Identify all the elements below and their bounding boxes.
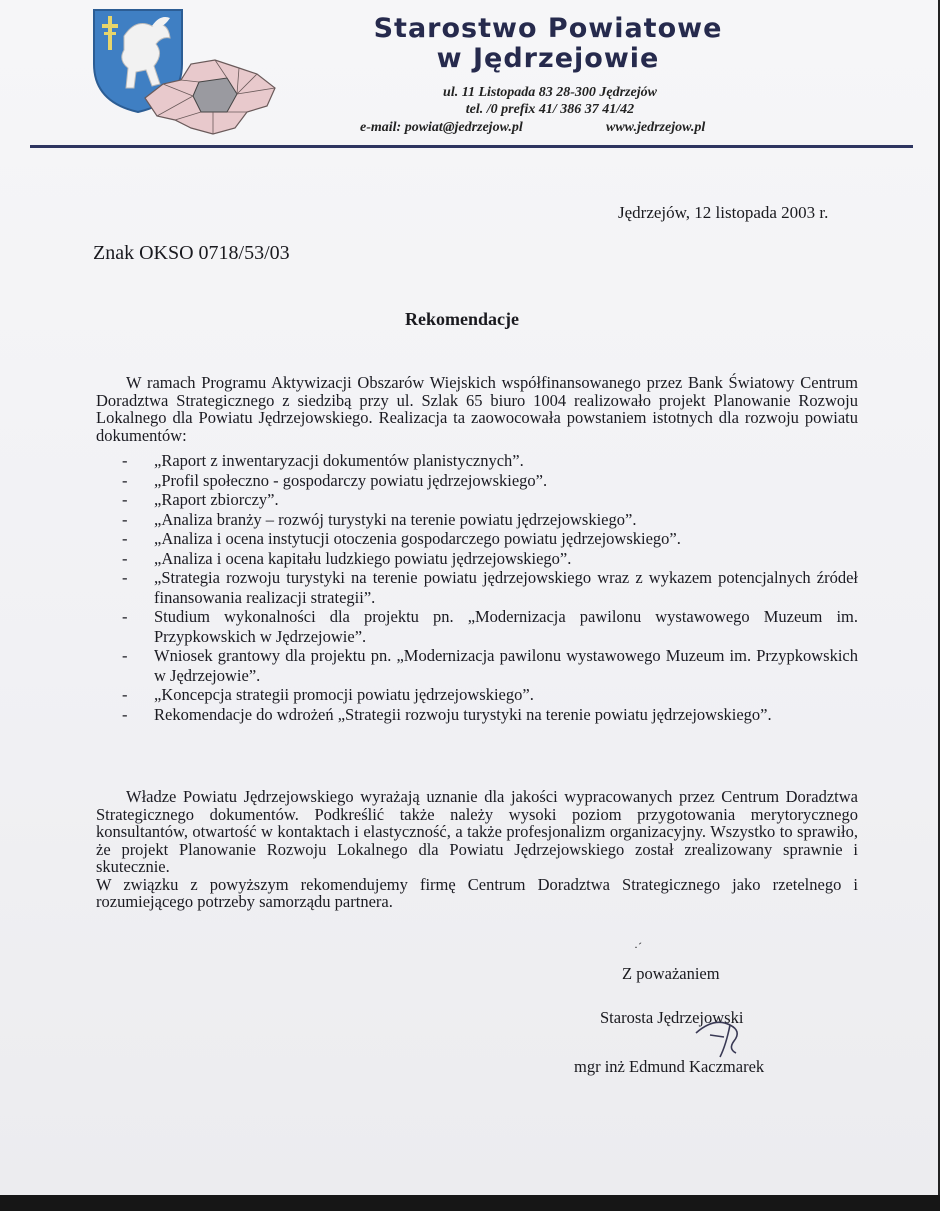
signer-title: Starosta Jędrzejowski xyxy=(600,1008,744,1027)
contact-line xyxy=(360,120,760,136)
acknowledgement-paragraph xyxy=(96,788,858,911)
intro-paragraph xyxy=(96,374,858,444)
list-item: - „Raport zbiorczy”. xyxy=(96,490,858,510)
list-item: - „Analiza i ocena kapitału ludzkiego powiatu jędrzejowskiego”. xyxy=(96,549,858,569)
signer-name: mgr inż Edmund Kaczmarek xyxy=(574,1057,765,1076)
list-item: - „Profil społeczno - gospodarczy powiatu jędrzejowskiego”. xyxy=(96,471,858,491)
documents-list xyxy=(96,451,858,724)
document-title: Rekomendacje xyxy=(405,309,519,329)
list-item: - Rekomendacje do wdrożeń „Strategii rozwoju turystyki na terenie powiatu jędrzejowskiego”. xyxy=(96,705,858,725)
website-text: www.jedrzejow.pl xyxy=(606,120,706,135)
scan-edge xyxy=(0,1195,940,1211)
ink-mark: ·ˊ xyxy=(634,940,642,954)
acknowledgement-text: Władze Powiatu Jędrzejowskiego wyrażają uznanie dla jakości wypracowanych przez Centrum Doradztwa Strategicznego dokumentów. Podkreślić także należy wysoki poziom przygotowania merytorycznego konsultantów, otwartość w kontaktach i elastyczność, a także profesjonalizm organizacyjny. Wszystko to sprawiło, że projekt Planowanie Rozwoju Lokalnego dla Powiatu Jędrzejowskiego został zrealizowany sprawnie i skutecznie. xyxy=(96,787,858,876)
list-item: - „Analiza i ocena instytucji otoczenia gospodarczego powiatu jędrzejowskiego”. xyxy=(96,529,858,549)
org-name-line2: w Jędrzejowie xyxy=(436,43,660,74)
list-item: - Studium wykonalności dla projektu pn. „Modernizacja pawilonu wystawowego Muzeum im. Przypkowskich w Jędrzejowie”. xyxy=(96,607,858,646)
list-item: - Wniosek grantowy dla projektu pn. „Modernizacja pawilonu wystawowego Muzeum im. Przypkowskich w Jędrzejowie”. xyxy=(96,646,858,685)
org-name-line1: Starostwo Powiatowe xyxy=(373,13,723,44)
closing-phrase: Z poważaniem xyxy=(622,964,720,983)
header-divider xyxy=(30,145,913,148)
recommendation-text: W związku z powyższym rekomendujemy firmę Centrum Doradztwa Strategicznego jako rzetelnego i rozumiejącego potrzeby samorządu partnera. xyxy=(96,874,858,911)
intro-text: W ramach Programu Aktywizacji Obszarów Wiejskich współfinansowanego przez Bank Światowy Centrum Doradztwa Strategicznego z siedzibą przy ul. Szlak 65 biuro 1004 realizowało projekt Planowanie Rozwoju Lokalnego dla Powiatu Jędrzejowskiego. Realizacja ta zaowocowała powstaniem istotnych dla rozwoju powiatu dokumentów: xyxy=(96,373,858,445)
date-line: Jędrzejów, 12 listopada 2003 r. xyxy=(618,203,829,222)
reference-number: Znak OKSO 0718/53/03 xyxy=(93,242,290,264)
list-item: - „Analiza branży – rozwój turystyki na terenie powiatu jędrzejowskiego”. xyxy=(96,510,858,530)
phone-line: tel. /0 prefix 41/ 386 37 41/42 xyxy=(465,102,635,117)
email-text: e-mail: powiat@jedrzejow.pl xyxy=(360,120,523,135)
list-item: - „Strategia rozwoju turystyki na terenie powiatu jędrzejowskiego wraz z wykazem potencjalnych źródeł finansowania realizacji strategii”. xyxy=(96,568,858,607)
list-item: - „Raport z inwentaryzacji dokumentów planistycznych”. xyxy=(96,451,858,471)
county-map-icon xyxy=(135,50,285,140)
list-item: - „Koncepcja strategii promocji powiatu jędrzejowskiego”. xyxy=(96,685,858,705)
address-line: ul. 11 Listopada 83 28-300 Jędrzejów xyxy=(443,85,657,100)
organization-name xyxy=(350,14,746,74)
